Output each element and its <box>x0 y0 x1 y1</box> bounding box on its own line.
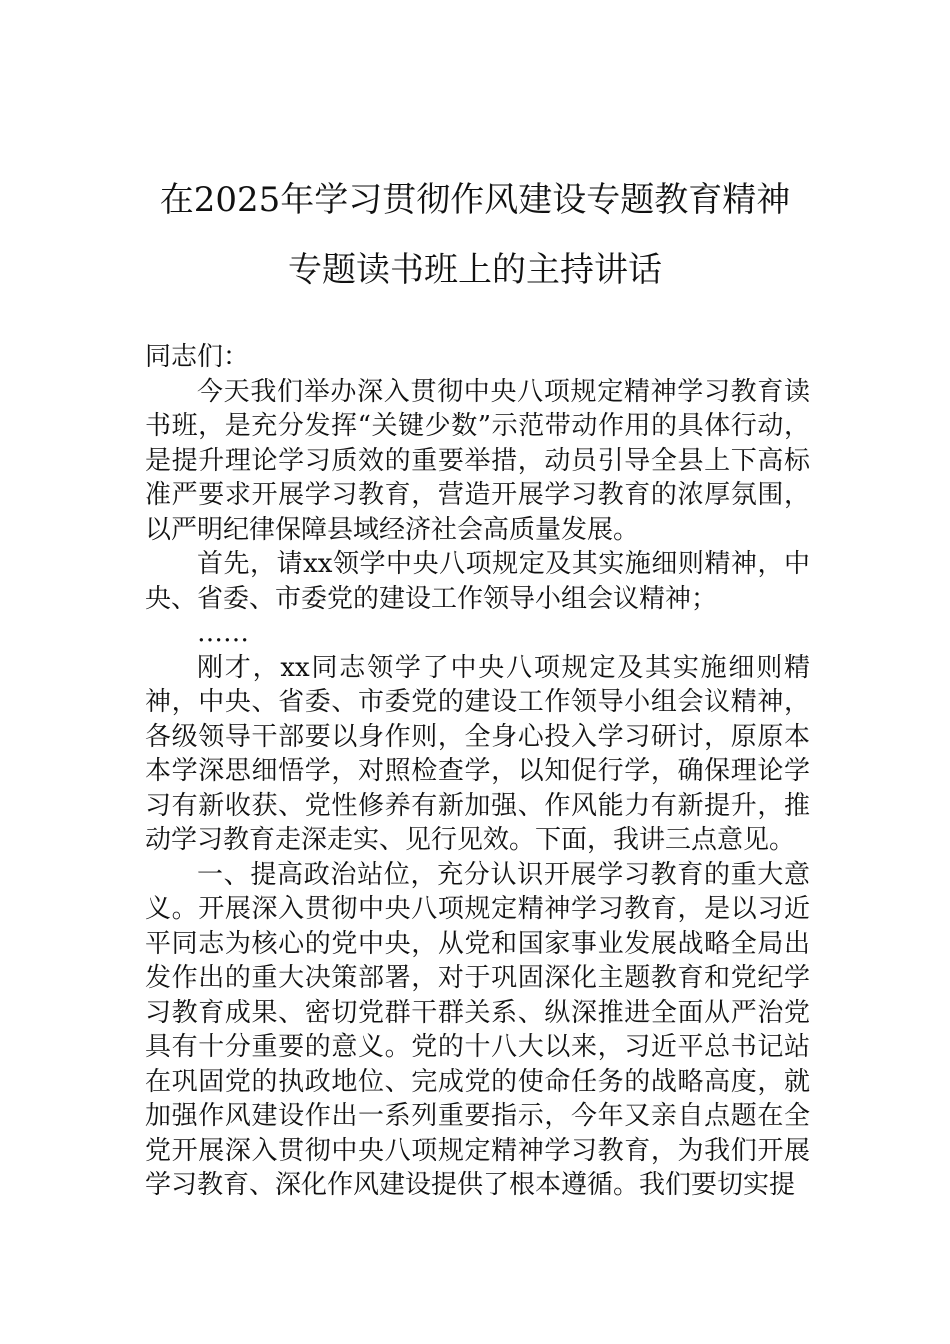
paragraph-opening: 今天我们举办深入贯彻中央八项规定精神学习教育读书班，是充分发挥“关键少数”示范带动作用的具体行动，是提升理论学习质效的重要举措，动员引导全县上下高标准严要求开展学习教育，营造开展学习教育的浓厚氛围，以严明纪律保障县域经济社会高质量发展。 <box>145 376 810 545</box>
paragraph-ellipsis: …… <box>197 618 249 648</box>
document-title-line-2: 专题读书班上的主持讲话 <box>288 250 662 290</box>
paragraph-point-one: 一、提高政治站位，充分认识开展学习教育的重大意义。开展深入贯彻中央八项规定精神学习教育，是以习近平同志为核心的党中央，从党和国家事业发展战略全局出发作出的重大决策部署，对于巩固深化主题教育和党纪学习教育成果、密切党群干群关系、纵深推进全面从严治党具有十分重要的意义。党的十八大以来，习近平总书记站在巩固党的执政地位、完成党的使命任务的战略高度，就加强作风建设作出一系列重要指示，今年又亲自点题在全党开展深入贯彻中央八项规定精神学习教育，为我们开展学习教育、深化作风建设提供了根本遵循。我们要切实提 <box>145 859 810 1200</box>
salutation: 同志们： <box>145 342 250 372</box>
paragraph-summary: 刚才，xx同志领学了中央八项规定及其实施细则精神，中央、省委、市委党的建设工作领导小组会议精神，各级领导干部要以身作则，全身心投入学习研讨，原原本本学深思细悟学，对照检查学，以知促行学，确保理论学习有新收获、党性修养有新加强、作风能力有新提升，推动学习教育走深走实、见行见效。下面，我讲三点意见。 <box>145 652 810 855</box>
document-title-line-1: 在2025年学习贯彻作风建设专题教育精神 <box>159 180 791 220</box>
paragraph-first-item: 首先，请xx领学中央八项规定及其实施细则精神，中央、省委、市委党的建设工作领导小组会议精神； <box>145 549 810 614</box>
document-body <box>145 340 810 1203</box>
